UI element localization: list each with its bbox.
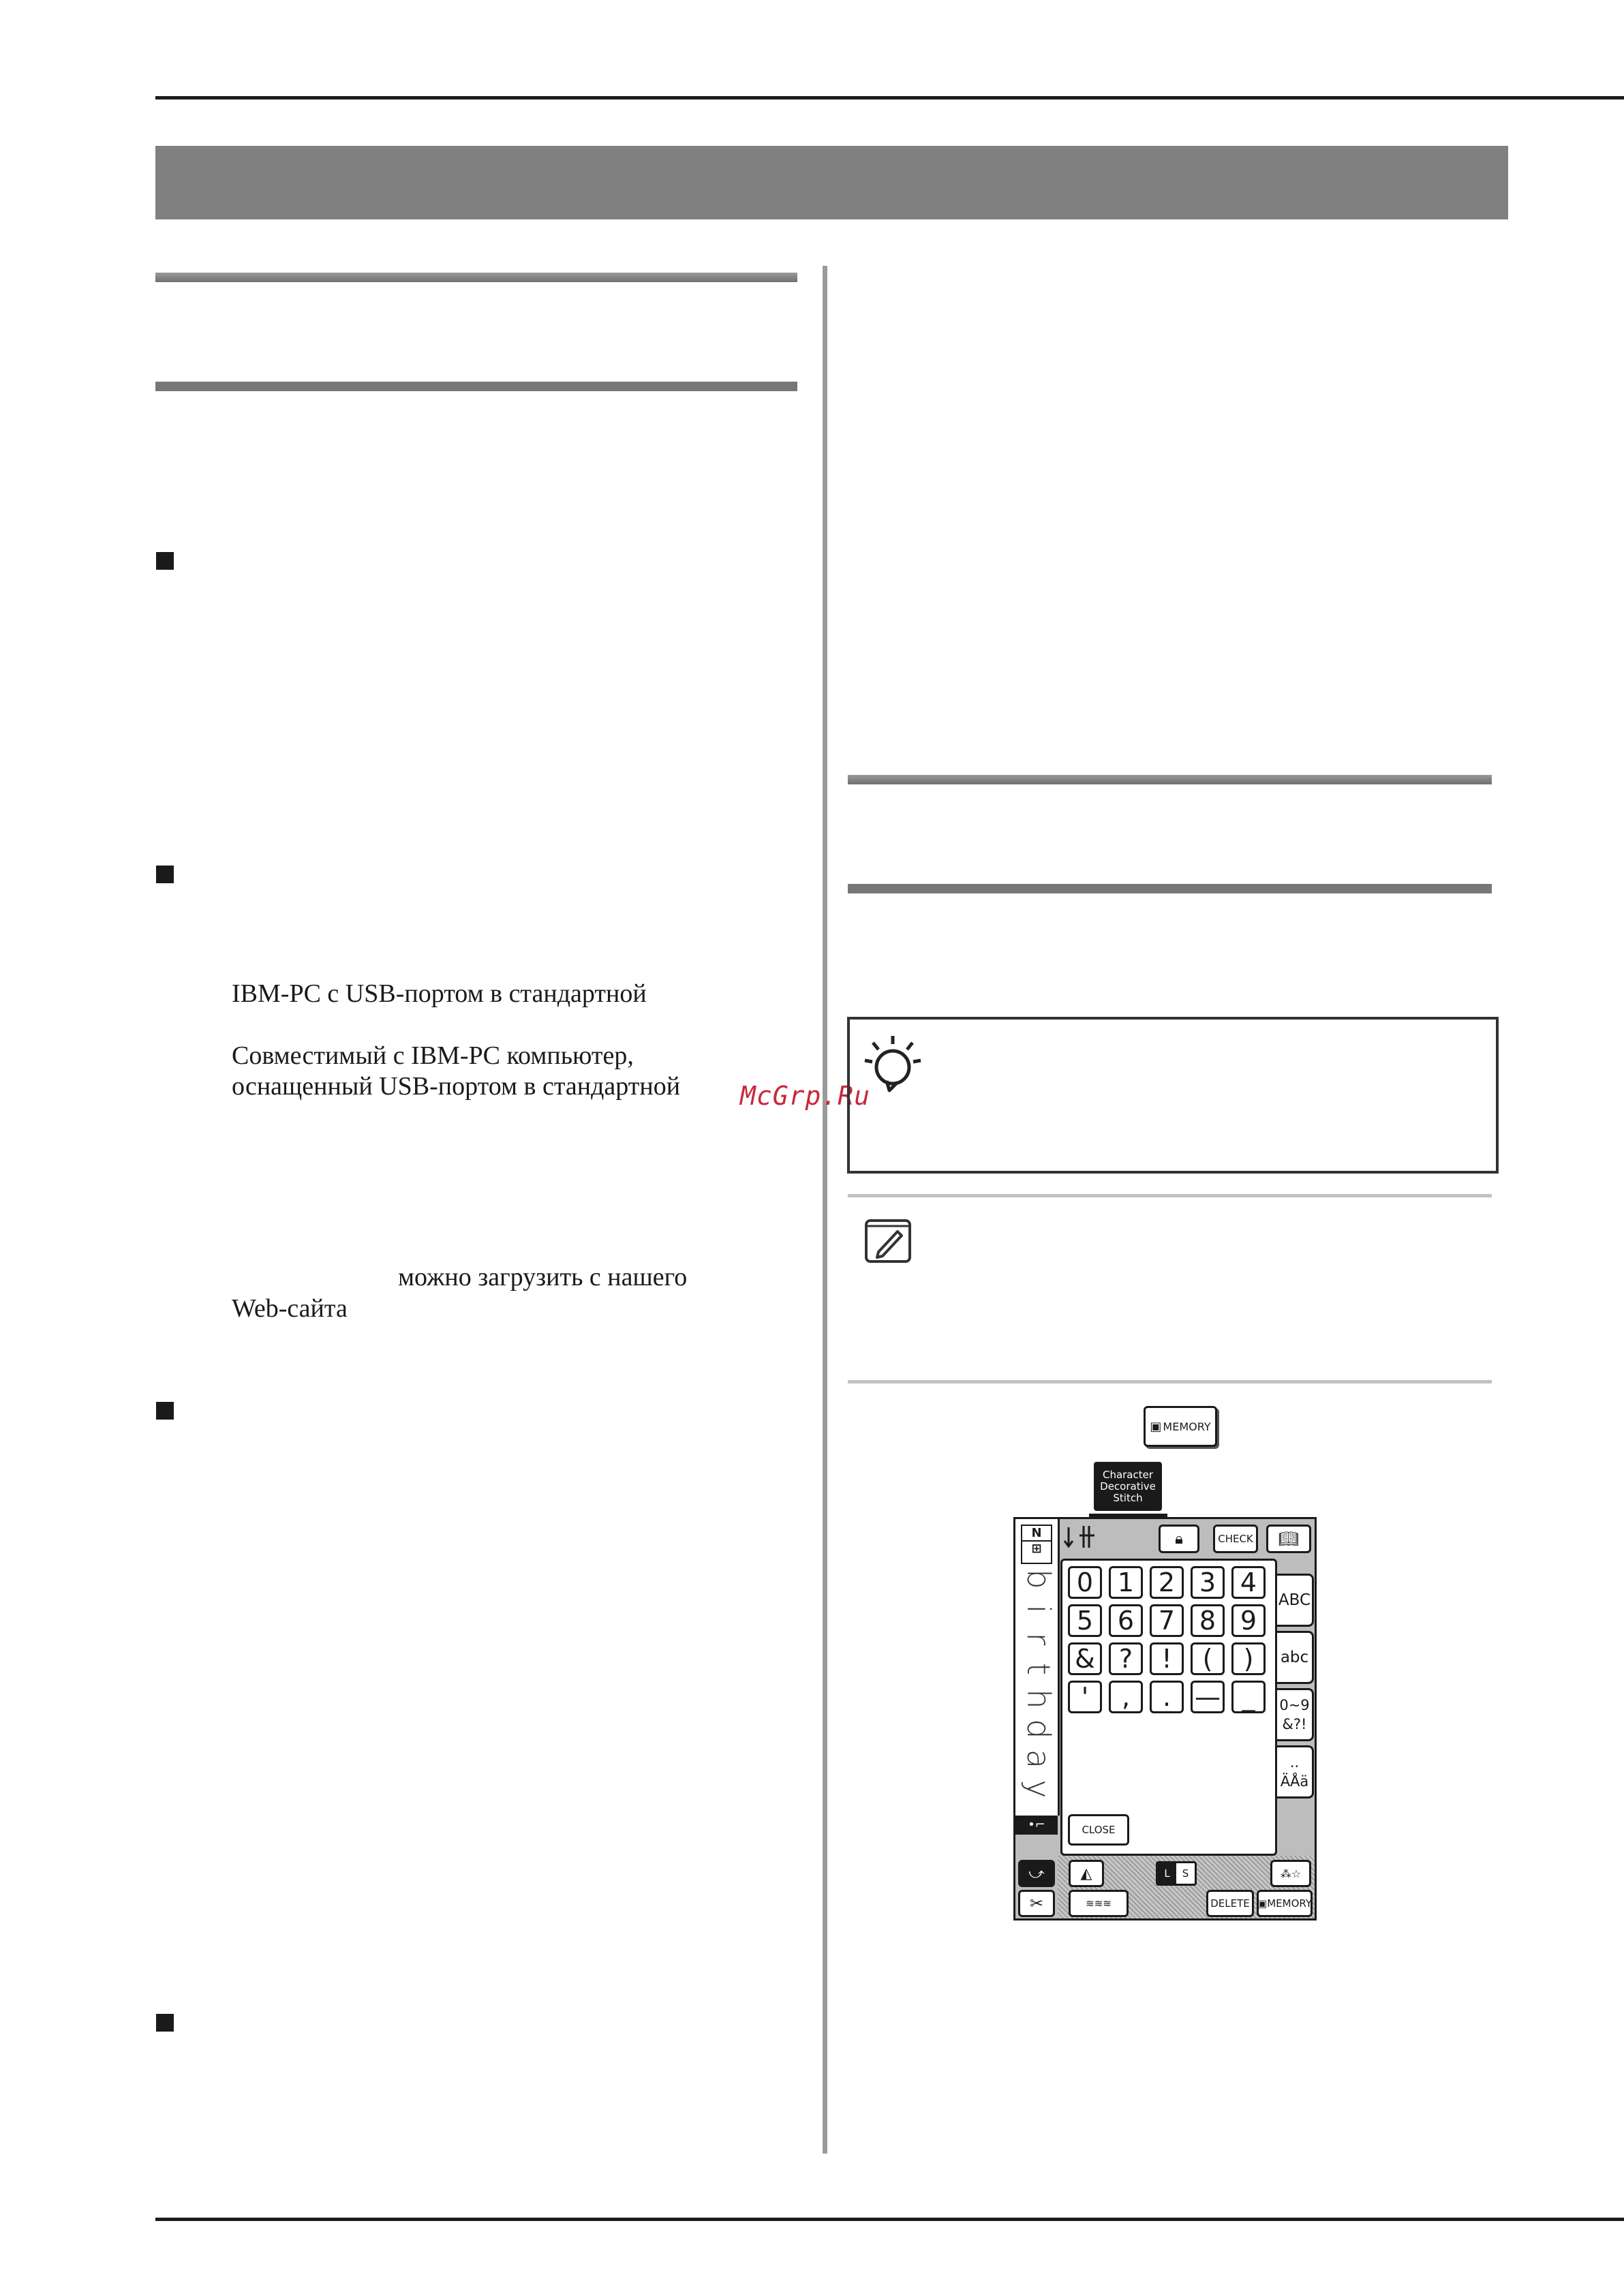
memo-icon (863, 1216, 913, 1266)
left-section-bar-bottom (155, 382, 797, 391)
check-button[interactable]: CHECK (1213, 1525, 1258, 1553)
char-item[interactable]: i (1020, 1604, 1057, 1614)
char-item[interactable]: d (1020, 1719, 1057, 1739)
char-item[interactable]: r (1020, 1632, 1057, 1646)
bullet-square-4 (156, 2014, 174, 2032)
needle-position-icon: ⤻ (1028, 1865, 1045, 1882)
needle-position-button[interactable] (1018, 1860, 1055, 1887)
key-paren-close[interactable]: ) (1231, 1642, 1266, 1675)
computer-requirement-line-3: оснащенный USB-портом в стандартной (232, 1072, 681, 1101)
key-apostrophe[interactable]: ' (1068, 1681, 1102, 1713)
memory-button-label: MEMORY (1267, 1897, 1312, 1910)
help-icon: 📖︎ (1278, 1529, 1300, 1548)
key-0[interactable]: 0 (1068, 1566, 1102, 1599)
char-item[interactable]: b (1020, 1569, 1057, 1589)
stitch-density-button[interactable] (1069, 1890, 1129, 1917)
key-question[interactable]: ? (1109, 1642, 1143, 1675)
download-line-2: Web-сайта (232, 1294, 348, 1323)
key-7[interactable]: 7 (1150, 1604, 1184, 1637)
cursor-marker: •⌐ (1015, 1816, 1058, 1835)
tab-lowercase[interactable]: abc (1277, 1631, 1314, 1684)
size-selector[interactable] (1156, 1861, 1197, 1886)
char-item[interactable]: h (1020, 1689, 1057, 1709)
computer-requirement-line-2: Совместимый с IBM-PC компьютер, (232, 1041, 634, 1070)
lcd-screen (1013, 1517, 1317, 1920)
lock-icon: 🔒︎ (1175, 1530, 1183, 1548)
key-2[interactable]: 2 (1150, 1566, 1184, 1599)
key-9[interactable]: 9 (1231, 1604, 1266, 1637)
key-underscore[interactable]: _ (1231, 1681, 1266, 1713)
key-8[interactable]: 8 (1191, 1604, 1225, 1637)
note-icon (862, 1033, 923, 1095)
tab-accented[interactable]: .. ÄÅä (1277, 1745, 1314, 1798)
lock-button[interactable] (1159, 1525, 1199, 1553)
close-button[interactable]: CLOSE (1068, 1814, 1129, 1846)
memory-key[interactable] (1144, 1406, 1217, 1447)
memory-button-icon: ▣ (1257, 1897, 1268, 1910)
keypad-panel (1060, 1559, 1277, 1856)
bottom-rule (155, 2218, 1624, 2221)
char-list (1020, 1564, 1057, 1804)
char-item[interactable]: t (1020, 1662, 1057, 1676)
chapter-header-band (155, 146, 1508, 219)
mirror-button[interactable] (1069, 1860, 1104, 1887)
tab-uppercase[interactable]: ABC (1277, 1574, 1314, 1627)
scissors-icon: ✂ (1029, 1894, 1044, 1913)
key-ampersand[interactable]: & (1068, 1642, 1102, 1675)
left-section-bar-top (155, 273, 797, 282)
key-4[interactable]: 4 (1231, 1566, 1266, 1599)
stitch-density-icon: ≋≋≋ (1086, 1897, 1112, 1910)
memory-button[interactable] (1257, 1890, 1313, 1917)
presser-foot-icon (1021, 1525, 1052, 1564)
pattern-view-button[interactable] (1270, 1860, 1311, 1887)
memory-key-label: MEMORY (1163, 1420, 1211, 1433)
tab-numbers-symbols[interactable]: 0~9 &?! (1277, 1688, 1314, 1741)
bullet-square-3 (156, 1402, 174, 1420)
key-6[interactable]: 6 (1109, 1604, 1143, 1637)
memo-bottom-line (848, 1380, 1492, 1383)
right-section-bar-bottom (848, 884, 1492, 893)
key-paren-open[interactable]: ( (1191, 1642, 1225, 1675)
char-item[interactable]: y (1020, 1779, 1057, 1798)
size-large-option[interactable]: L (1158, 1863, 1176, 1884)
key-exclamation[interactable]: ! (1150, 1642, 1184, 1675)
key-dash[interactable]: — (1191, 1681, 1225, 1713)
presser-foot-code: N (1022, 1526, 1051, 1542)
top-rule (155, 96, 1624, 100)
help-button[interactable] (1266, 1525, 1311, 1553)
key-1[interactable]: 1 (1109, 1566, 1143, 1599)
memo-top-line (848, 1194, 1492, 1197)
bullet-square-2 (156, 866, 174, 883)
size-small-option[interactable]: S (1182, 1867, 1189, 1880)
download-line-1: можно загрузить с нашего (398, 1263, 688, 1291)
thread-cutter-button[interactable] (1018, 1890, 1055, 1917)
right-section-bar-top (848, 775, 1492, 784)
char-item[interactable]: a (1020, 1749, 1057, 1769)
character-column (1015, 1519, 1060, 1832)
key-period[interactable]: . (1150, 1681, 1184, 1713)
key-3[interactable]: 3 (1191, 1566, 1225, 1599)
column-divider (823, 266, 827, 2154)
note-box (847, 1017, 1499, 1174)
mirror-icon: ◭ (1080, 1865, 1092, 1882)
memory-icon: ▣ (1150, 1419, 1162, 1434)
key-comma[interactable]: , (1109, 1681, 1143, 1713)
delete-button[interactable]: DELETE (1206, 1890, 1254, 1917)
mode-flag: Character Decorative Stitch (1094, 1462, 1162, 1511)
computer-requirement-line-1: IBM-PC с USB-портом в стандартной (232, 979, 647, 1008)
bullet-square-1 (156, 552, 174, 570)
pattern-view-icon: ⁂☆ (1280, 1867, 1302, 1880)
needle-icon (1063, 1523, 1101, 1550)
foot-glyph: ⊞ (1031, 1542, 1042, 1556)
key-5[interactable]: 5 (1068, 1604, 1102, 1637)
watermark: McGrp.Ru (740, 1081, 871, 1111)
